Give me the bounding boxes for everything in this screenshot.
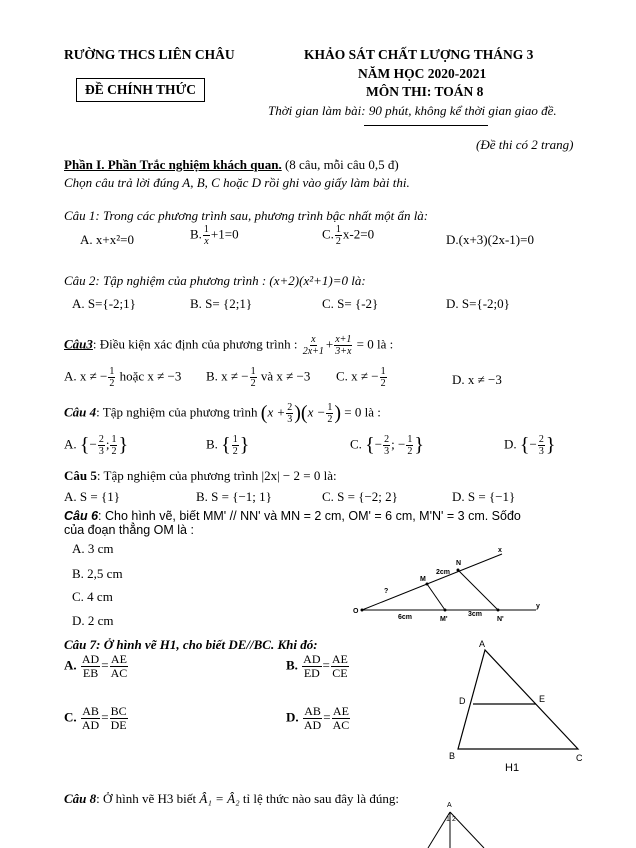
q7-option-c: C. $\frac{AB}{AD}$ = $\frac{BC}{DE}$ xyxy=(64,704,127,732)
q1-option-d: D.(x+3)(2x-1)=0 xyxy=(446,232,534,247)
q7-b-d2: CE xyxy=(332,666,348,680)
q3-option-a xyxy=(64,366,181,389)
q4-d-den: 3 xyxy=(538,446,544,457)
time-note: Thời gian làm bài: 90 phút, không kể thời gian giao đề. xyxy=(268,103,557,118)
q4-option-a: A. {− $\frac{2}{3}$ ; $\frac{1}{2}$ } xyxy=(64,434,129,457)
q4-a-den1: 3 xyxy=(98,446,104,457)
q4-c-num2: 1 xyxy=(407,434,413,445)
point-m2 xyxy=(444,609,447,612)
q1-c-rest: x-2=0 xyxy=(342,226,375,242)
q4-b-den: 2 xyxy=(232,446,238,457)
q7-a-n1: AD xyxy=(81,652,100,666)
part1-heading xyxy=(64,157,399,173)
q8-text xyxy=(64,791,399,807)
q1-b-den: x xyxy=(204,236,209,247)
q4-p2-den: 2 xyxy=(327,414,333,425)
label-c: C xyxy=(576,753,583,763)
q4-p1-den: 3 xyxy=(287,414,293,425)
q5-text xyxy=(64,468,337,484)
q4-option-d: D. {− $\frac{2}{3}$ } xyxy=(504,434,556,457)
q6-option-b: B. 2,5 cm xyxy=(72,566,123,581)
q1-c-den: 2 xyxy=(335,236,341,247)
segment-nn xyxy=(458,570,498,610)
q7-a-d2: AC xyxy=(110,666,128,680)
q1-c-label: C. xyxy=(322,226,334,242)
q5-option-c: C. S = {−2; 2} xyxy=(322,489,398,504)
q6-label: Câu 6 xyxy=(64,509,99,523)
q3-option-c xyxy=(336,366,388,389)
q4-c-pre: C. xyxy=(350,436,362,452)
school-name: RƯỜNG THCS LIÊN CHÂU xyxy=(64,47,235,62)
label-b: B xyxy=(449,751,456,761)
q3-c-den: 2 xyxy=(380,378,386,389)
q7-d-label: D. xyxy=(286,709,299,725)
q3-label: Câu3 xyxy=(64,336,93,352)
q3-b-post: và x ≠ −3 xyxy=(257,368,311,384)
q7-b-n2: AE xyxy=(331,652,348,666)
q6-option-a: A. 3 cm xyxy=(72,541,114,556)
q3-f2-den: 3+x xyxy=(335,346,352,357)
label-a: A xyxy=(479,639,486,649)
q3-b-pre: B. x ≠ − xyxy=(206,368,249,384)
q4-a-num2: 1 xyxy=(111,434,117,445)
q3-a-num: 1 xyxy=(109,366,115,377)
q4-c-den1: 3 xyxy=(384,446,390,457)
q7-text: Câu 7: Ở hình vẽ H1, cho biết DE//BC. Khi đó: xyxy=(64,637,318,652)
q8-stem: : Ở hình vẽ H3 biết xyxy=(96,791,197,806)
q3-option-b xyxy=(206,366,310,389)
label-d: D xyxy=(459,696,466,706)
q4-p1: x + xyxy=(267,404,286,420)
page-count: (Đề thi có 2 trang) xyxy=(476,137,574,152)
q7-option-d: D. $\frac{AB}{AD}$ = $\frac{AE}{AC}$ xyxy=(286,704,350,732)
label-6cm: 6cm xyxy=(398,614,413,621)
q2-option-c: C. S= {-2} xyxy=(322,296,379,311)
q4-c-den2: 2 xyxy=(407,446,413,457)
q1-option-a: A. x+x²=0 xyxy=(80,232,134,247)
q5-option-b: B. S = {−1; 1} xyxy=(196,489,272,504)
q3-b-den: 2 xyxy=(250,378,256,389)
q4-b-num: 1 xyxy=(232,434,238,445)
q4-p2-num: 1 xyxy=(327,402,333,413)
q3-option-d: D. x ≠ −3 xyxy=(452,372,502,387)
label-m: M xyxy=(420,576,426,583)
q4-a-num1: 2 xyxy=(98,434,104,445)
q8-stem2: tỉ lệ thức nào sau đây là đúng: xyxy=(239,791,400,806)
q3-a-den: 2 xyxy=(109,378,115,389)
label-a: A xyxy=(447,802,452,809)
q8-figure-h3 xyxy=(420,796,500,848)
subject: MÔN THI: TOÁN 8 xyxy=(366,84,484,99)
q7-d-d1: AD xyxy=(303,718,322,732)
q1-option-b xyxy=(190,224,239,247)
q7-d-n1: AB xyxy=(304,704,321,718)
q8-label: Câu 8 xyxy=(64,791,97,806)
q7-d-n2: AE xyxy=(332,704,349,718)
q4-eq: = 0 là : xyxy=(344,404,381,420)
q6-text xyxy=(64,509,521,523)
q3-c-num: 1 xyxy=(380,366,386,377)
q1-b-num: 1 xyxy=(203,224,209,235)
q3-a-post: hoặc x ≠ −3 xyxy=(116,368,182,384)
q1-b-label: B. xyxy=(190,226,202,242)
point-n2 xyxy=(497,609,500,612)
q4-d-pre: D. xyxy=(504,436,517,452)
label-x: x xyxy=(498,547,502,554)
angle-2: 2 xyxy=(452,816,456,823)
q7-option-a: A. $\frac{AD}{EB}$ = $\frac{AE}{AC}$ xyxy=(64,652,128,680)
q2-option-b: B. S= {2;1} xyxy=(190,296,253,311)
q3-b-num: 1 xyxy=(250,366,256,377)
point-m xyxy=(426,583,429,586)
q4-a-den2: 2 xyxy=(111,446,117,457)
q7-a-d1: EB xyxy=(82,666,99,680)
school-year: NĂM HỌC 2020-2021 xyxy=(358,66,487,81)
q7-c-n2: BC xyxy=(110,704,127,718)
label-n: N xyxy=(456,560,462,567)
divider xyxy=(364,125,488,126)
q8-angles: Â₁ = Â₂ xyxy=(199,791,240,806)
q3-c-pre: C. x ≠ − xyxy=(336,368,379,384)
q2-option-d: D. S={-2;0} xyxy=(446,296,510,311)
q7-b-n1: AD xyxy=(303,652,321,666)
q4-p1-num: 2 xyxy=(287,402,293,413)
q4-c-num1: 2 xyxy=(384,434,390,445)
q2-text: Câu 2: Tập nghiệm của phương trình : (x+2)(x²+1)=0 là: xyxy=(64,273,366,288)
q4-label: Câu 4 xyxy=(64,404,97,420)
q3-text xyxy=(64,334,393,357)
point-n xyxy=(457,569,460,572)
q4-b-pre: B. xyxy=(206,436,218,452)
exam-title: KHẢO SÁT CHẤT LƯỢNG THÁNG 3 xyxy=(304,47,534,62)
q7-b-d1: ED xyxy=(303,666,320,680)
label-2cm: 2cm xyxy=(436,569,451,576)
q7-c-d2: DE xyxy=(110,718,127,732)
label-n2: N' xyxy=(497,616,504,623)
q4-p2: x − xyxy=(307,404,326,420)
segment-mm xyxy=(427,584,445,610)
q7-option-b: B. $\frac{AD}{ED}$ = $\frac{AE}{CE}$ xyxy=(286,652,348,680)
official-label: ĐỀ CHÍNH THỨC xyxy=(76,78,205,102)
q7-a-label: A. xyxy=(64,657,77,673)
q7-a-n2: AE xyxy=(110,652,127,666)
label-question: ? xyxy=(384,588,389,595)
part1-instruction: Chọn câu trả lời đúng A, B, C hoặc D rồi ghi vào giấy làm bài thi. xyxy=(64,175,410,190)
q4-option-b: B. { $\frac{1}{2}$ } xyxy=(206,434,250,457)
angle-1: 1 xyxy=(446,816,450,823)
q1-c-num: 1 xyxy=(335,224,341,235)
q5-option-d: D. S = {−1} xyxy=(452,489,516,504)
q5-option-a: A. S = {1} xyxy=(64,489,120,504)
label-m2: M' xyxy=(440,616,448,623)
part1-title: Phần I. Phần Trắc nghiệm khách quan. xyxy=(64,157,282,172)
q5-label: Câu 5 xyxy=(64,468,97,483)
q4-stem: : Tập nghiệm của phương trình xyxy=(96,404,258,420)
q7-d-d2: AC xyxy=(332,718,350,732)
label-o: O xyxy=(353,608,359,615)
q5-stem: : Tập nghiệm của phương trình |2x| − 2 = 0 là: xyxy=(96,468,337,483)
label-3cm: 3cm xyxy=(468,611,483,618)
q4-a-pre: A. xyxy=(64,436,77,452)
q6-option-c: C. 4 cm xyxy=(72,589,113,604)
q7-c-d1: AD xyxy=(81,718,100,732)
q6-stem: : Cho hình vẽ, biết MM' // NN' và MN = 2 cm, OM' = 6 cm, M'N' = 3 cm. Sốđo xyxy=(98,509,521,523)
ray-ox xyxy=(362,554,502,610)
label-y: y xyxy=(536,603,540,610)
q2-option-a: A. S={-2;1} xyxy=(72,296,136,311)
q7-c-label: C. xyxy=(64,709,77,725)
q3-stem: : Điều kiện xác định của phương trình : xyxy=(92,336,298,352)
q4-text: Câu 4: Tập nghiệm của phương trình (x + $\frac{2}{3}$ )(x − $\frac{1}{2}$ ) = 0 là : xyxy=(64,402,381,425)
q6-figure xyxy=(340,540,560,630)
q1-option-c xyxy=(322,224,374,247)
figure-caption: H1 xyxy=(505,762,520,774)
q1-text: Câu 1: Trong các phương trình sau, phương trình bậc nhất một ẩn là: xyxy=(64,208,429,223)
q7-c-n1: AB xyxy=(82,704,99,718)
q4-d-num: 2 xyxy=(538,434,544,445)
label-e: E xyxy=(539,694,546,704)
q1-b-rest: +1=0 xyxy=(210,226,239,242)
q3-f1-den: 2x+1 xyxy=(302,346,324,357)
q7-b-label: B. xyxy=(286,657,298,673)
q3-f2-num: x+1 xyxy=(335,334,352,345)
q4-option-c: C. {− $\frac{2}{3}$ ; − $\frac{1}{2}$ } xyxy=(350,434,424,457)
q3-eq: = 0 là : xyxy=(356,336,394,352)
q3-a-pre: A. x ≠ − xyxy=(64,368,108,384)
q3-plus: + xyxy=(325,336,334,352)
part1-note: (8 câu, mỗi câu 0,5 đ) xyxy=(281,157,399,172)
q3-f1-num: x xyxy=(311,334,316,345)
q6-text2: của đoạn thẳng OM là : xyxy=(64,523,194,537)
triangle-abc xyxy=(458,650,578,749)
q7-figure-h1 xyxy=(440,636,590,774)
q6-option-d: D. 2 cm xyxy=(72,613,114,628)
point-o xyxy=(361,609,364,612)
